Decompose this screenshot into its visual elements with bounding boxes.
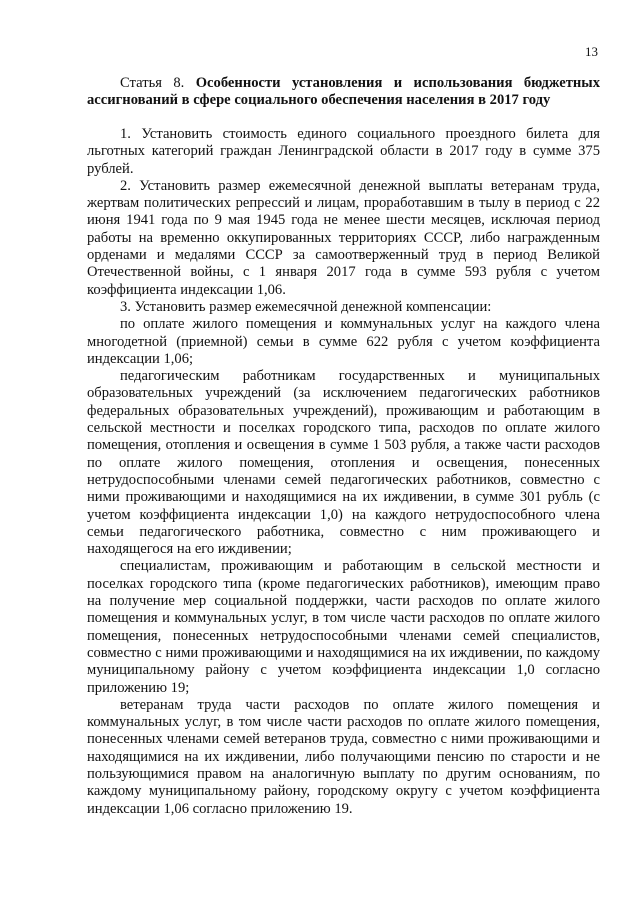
page-number: 13	[585, 44, 598, 59]
paragraph-3: 3. Установить размер ежемесячной денежной компенсации:	[120, 298, 492, 315]
paragraph-4: по оплате жилого помещения и коммунальных услуг на каждого члена многодетной (приемной) семьи в сумме 622 рубля с учетом коэффициента индексации 1,06;	[87, 316, 600, 367]
paragraph-7: ветеранам труда части расходов по оплате жилого помещения и коммунальных услуг, в том числе части расходов по оплате жилого помещения, понесенных членами семей ветеранов труда, совместно с ними проживающими и находящимися на их иждивении, либо получающими пенсию по старости и не пользующимися правом на аналогичную выплату по другим основаниям, по каждому муниципальному району, городскому округу с учетом коэффициента индексации 1,06 согласно приложению 19.	[87, 696, 600, 817]
paragraph-5: педагогическим работникам государственных и муниципальных образовательных учреждений (за исключением педагогических работников федеральных образовательных учреждений), проживающим и работающим в сельской местности и поселках городского типа, расходов по оплате жилого помещения, отопления и освещения в сумме 1 503 рубля, а также части расходов по оплате жилого помещения, отопления и освещения, понесенных нетрудоспособными членами семей педагогических работников, совместно с ними проживающими и находящимися на их иждивении, в сумме 301 рубль (с учетом коэффициента индексации 1,0) на каждого нетрудоспособного члена семьи педагогического работника, совместно с ним проживающего и находящегося на его иждивении;	[87, 368, 600, 558]
paragraph-1: 1. Установить стоимость единого социального проездного билета для льготных категорий граждан Ленинградской области в 2017 году в сумме 375 рублей.	[87, 126, 600, 177]
article-label: Статья 8.	[120, 75, 185, 91]
article-title: Особенности установления и использования бюджетных ассигнований в сфере социального обеспечения населения в 2017 году	[87, 75, 600, 108]
document-body	[87, 126, 600, 818]
paragraph-6: специалистам, проживающим и работающим в сельской местности и поселках городского типа (кроме педагогических работников), имеющим право на получение мер социальной поддержки, части расходов по оплате жилого помещения и коммунальных услуг, в том числе части расходов по оплате жилого помещения, понесенных нетрудоспособными членами семей специалистов, совместно с ними проживающими и находящимися на их иждивении, по каждому муниципальному району с учетом коэффициента индексации 1,0 согласно приложению 19;	[87, 558, 600, 696]
paragraph-2: 2. Установить размер ежемесячной денежной выплаты ветеранам труда, жертвам политических репрессий и лицам, проработавшим в тылу в период с 22 июня 1941 года по 9 мая 1945 года не менее шести месяцев, исключая период работы на временно оккупированных территориях СССР, либо награжденным орденами и медалями СССР за самоотверженный труд в период Великой Отечественной войны, с 1 января 2017 года в сумме 593 рубля с учетом коэффициента индексации 1,06.	[87, 177, 600, 298]
article-heading	[87, 75, 600, 109]
